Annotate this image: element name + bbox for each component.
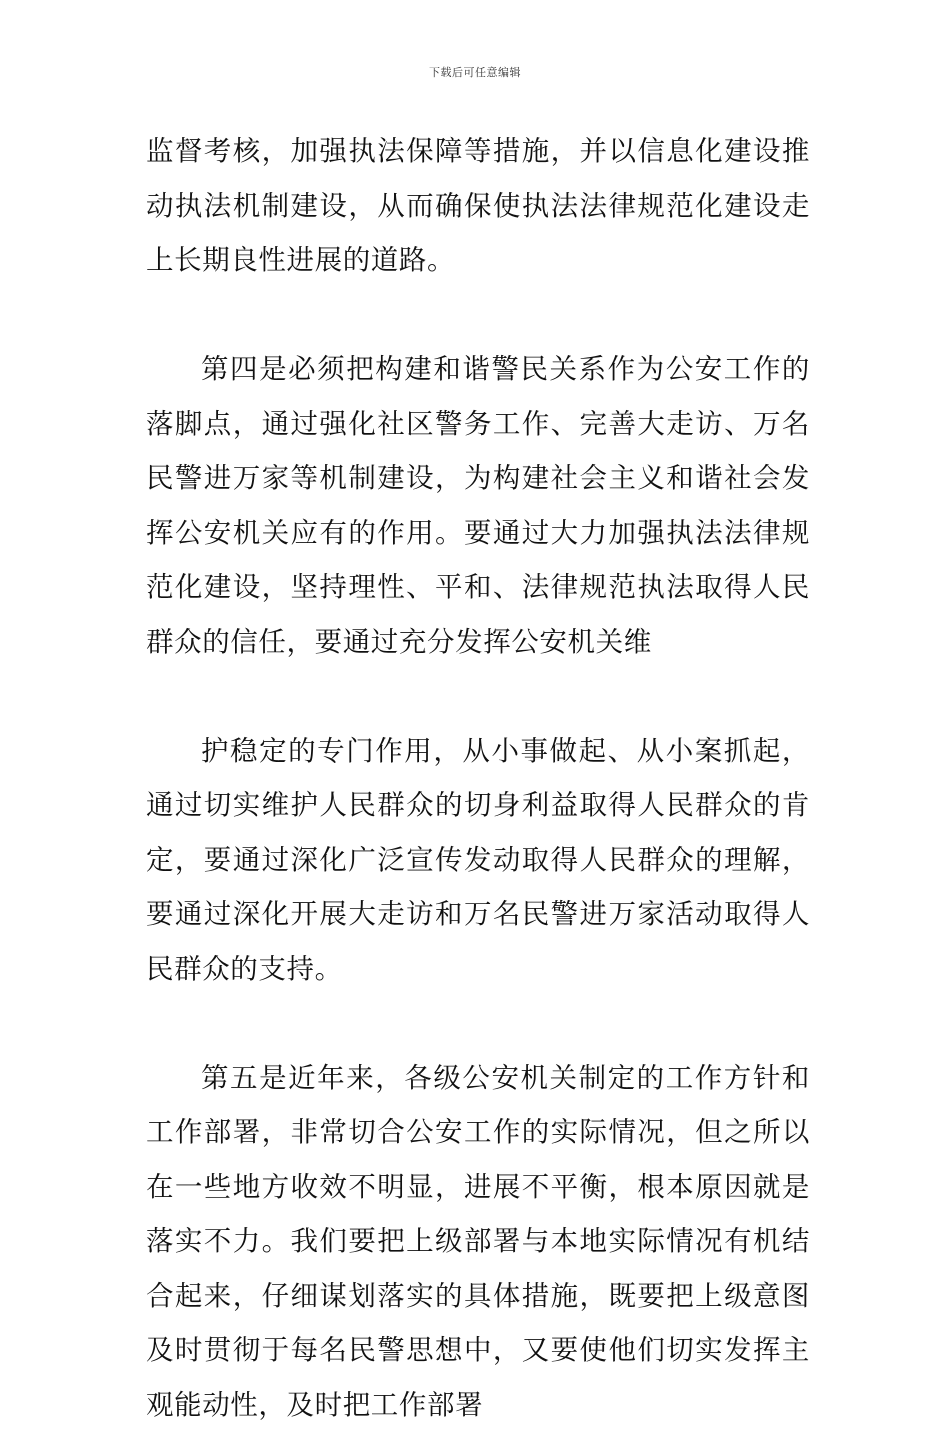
paragraph-point-four: 第四是必须把构建和谐警民关系作为公安工作的落脚点，通过强化社区警务工作、完善大走访、万名民警进万家等机制建设，为构建社会主义和谐社会发挥公安机关应有的作用。要通过大力加强执法法律规范化建设，坚持理性、平和、法律规范执法取得人民群众的信任，要通过充分发挥公安机关维 xyxy=(146,342,810,669)
paragraph-gap xyxy=(146,996,810,1051)
paragraph-continuation: 监督考核，加强执法保障等措施，并以信息化建设推动执法机制建设，从而确保使执法法律规范化建设走上长期良性进展的道路。 xyxy=(146,124,810,288)
paragraph-gap xyxy=(146,288,810,343)
paragraph-gap xyxy=(146,669,810,724)
paragraph-point-five: 第五是近年来，各级公安机关制定的工作方针和工作部署，非常切合公安工作的实际情况，但之所以在一些地方收效不明显，进展不平衡，根本原因就是落实不力。我们要把上级部署与本地实际情况有机结合起来，仔细谋划落实的具体措施，既要把上级意图及时贯彻于每名民警思想中，又要使他们切实发挥主观能动性，及时把工作部署 xyxy=(146,1051,810,1432)
paragraph-stability-role: 护稳定的专门作用，从小事做起、从小案抓起，通过切实维护人民群众的切身利益取得人民群众的肯定，要通过深化广泛宣传发动取得人民群众的理解，要通过深化开展大走访和万名民警进万家活动取得人民群众的支持。 xyxy=(146,724,810,997)
document-body xyxy=(146,124,810,1432)
page-header-note: 下载后可任意编辑 xyxy=(0,64,950,80)
